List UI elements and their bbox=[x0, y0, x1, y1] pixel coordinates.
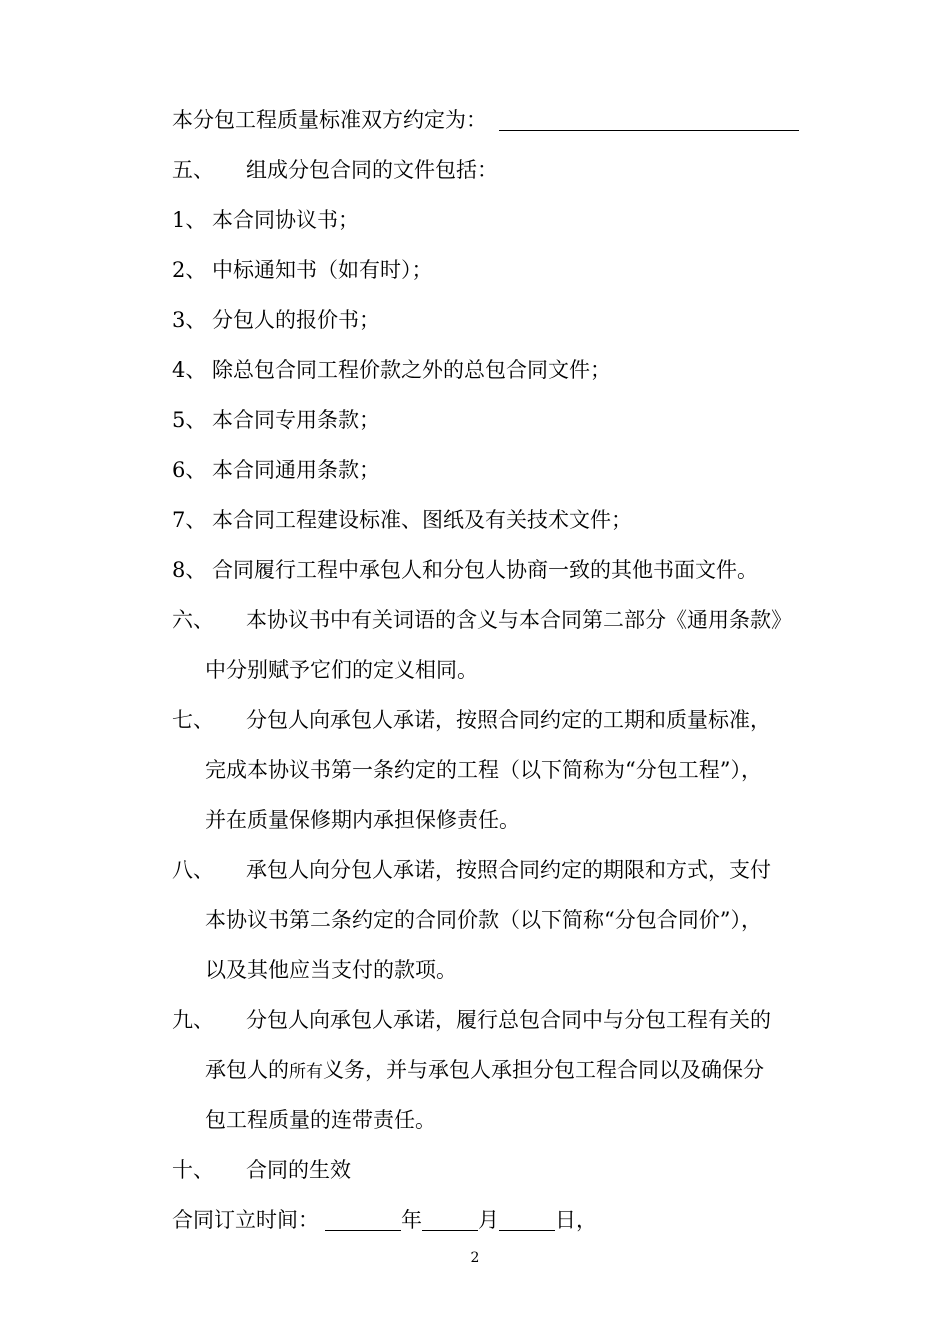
signing-date-label: 合同订立时间： bbox=[172, 1208, 319, 1232]
month-blank bbox=[422, 1208, 478, 1231]
list-item bbox=[172, 456, 380, 484]
item-text: 合同履行工程中承包人和分包人协商一致的其他书面文件。 bbox=[212, 558, 758, 582]
day-blank bbox=[499, 1208, 555, 1231]
section-7-line-3: 并在质量保修期内承担保修责任。 bbox=[205, 808, 520, 832]
list-item bbox=[172, 256, 433, 284]
section-number: 七、 bbox=[172, 708, 214, 732]
quality-standard-line bbox=[172, 106, 799, 134]
section-6-line-1 bbox=[172, 606, 792, 634]
list-item bbox=[172, 356, 611, 384]
list-item bbox=[172, 406, 380, 434]
item-number: 7、 bbox=[172, 508, 207, 532]
list-item bbox=[172, 306, 380, 334]
section-7-line-1 bbox=[172, 706, 771, 734]
item-number: 1、 bbox=[172, 208, 207, 232]
section-text: 承包人向分包人承诺，按照合同约定的期限和方式，支付 bbox=[246, 858, 771, 882]
signing-date-line bbox=[172, 1206, 597, 1234]
quality-standard-blank bbox=[499, 108, 799, 131]
section-10-heading bbox=[172, 1156, 351, 1184]
item-text: 分包人的报价书； bbox=[212, 308, 380, 332]
item-text: 本合同通用条款； bbox=[212, 458, 380, 482]
section-text: 义务，并与承包人承担分包工程合同以及确保分 bbox=[323, 1058, 764, 1082]
item-text: 除总包合同工程价款之外的总包合同文件； bbox=[212, 358, 611, 382]
section-text-small: 所有 bbox=[289, 1062, 323, 1082]
section-number: 八、 bbox=[172, 858, 214, 882]
section-number: 六、 bbox=[172, 608, 214, 632]
quality-standard-label: 本分包工程质量标准双方约定为： bbox=[172, 108, 487, 132]
year-blank bbox=[325, 1208, 401, 1231]
section-text: 分包人向承包人承诺，按照合同约定的工期和质量标准， bbox=[246, 708, 771, 732]
item-number: 2、 bbox=[172, 258, 207, 282]
item-number: 5、 bbox=[172, 408, 207, 432]
item-text: 本合同工程建设标准、图纸及有关技术文件； bbox=[212, 508, 632, 532]
list-item bbox=[172, 556, 758, 584]
section-text: 组成分包合同的文件包括： bbox=[246, 158, 498, 182]
section-text: 承包人的 bbox=[205, 1058, 289, 1082]
section-9-line-3: 包工程质量的连带责任。 bbox=[205, 1108, 436, 1132]
page-number: 2 bbox=[470, 1250, 480, 1266]
list-item bbox=[172, 506, 632, 534]
item-number: 3、 bbox=[172, 308, 207, 332]
section-text: 分包人向承包人承诺，履行总包合同中与分包工程有关的 bbox=[246, 1008, 771, 1032]
item-text: 中标通知书（如有时）； bbox=[212, 258, 433, 282]
section-number: 五、 bbox=[172, 158, 214, 182]
item-number: 4、 bbox=[172, 358, 207, 382]
item-number: 6、 bbox=[172, 458, 207, 482]
section-8-line-1 bbox=[172, 856, 771, 884]
item-number: 8、 bbox=[172, 558, 207, 582]
item-text: 本合同协议书； bbox=[212, 208, 359, 232]
section-number: 九、 bbox=[172, 1008, 214, 1032]
section-7-line-2: 完成本协议书第一条约定的工程（以下简称为“分包工程”）， bbox=[205, 758, 762, 782]
day-label: 日， bbox=[555, 1208, 597, 1232]
year-label: 年 bbox=[401, 1208, 422, 1232]
section-5-heading bbox=[172, 156, 498, 184]
list-item bbox=[172, 206, 359, 234]
month-label: 月 bbox=[478, 1208, 499, 1232]
item-text: 本合同专用条款； bbox=[212, 408, 380, 432]
section-8-line-2: 本协议书第二条约定的合同价款（以下简称“分包合同价”）， bbox=[205, 908, 762, 932]
section-9-line-2 bbox=[205, 1056, 764, 1086]
section-text: 合同的生效 bbox=[246, 1158, 351, 1182]
section-8-line-3: 以及其他应当支付的款项。 bbox=[205, 958, 457, 982]
section-number: 十、 bbox=[172, 1158, 214, 1182]
section-text: 本协议书中有关词语的含义与本合同第二部分《通用条款》 bbox=[246, 608, 792, 632]
section-9-line-1 bbox=[172, 1006, 771, 1034]
section-6-line-2: 中分别赋予它们的定义相同。 bbox=[205, 658, 478, 682]
